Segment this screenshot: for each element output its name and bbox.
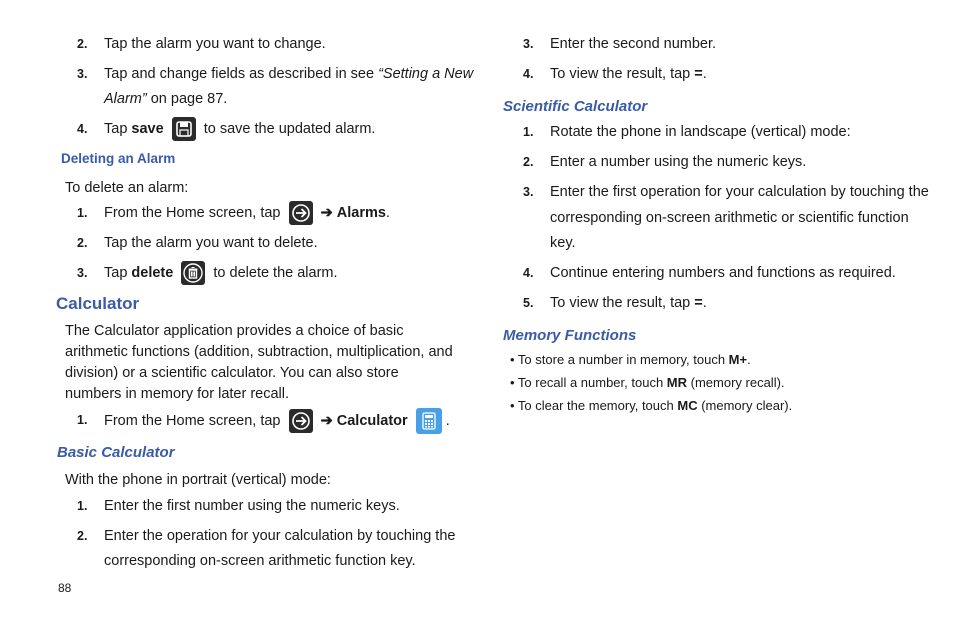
cross-ref-part1: “Setting a New [378,66,474,82]
mr-key: MR [666,375,688,390]
step-number: 1. [77,413,88,427]
step-number: 2. [523,155,534,169]
step-text: Tap the alarm you want to delete. [104,235,318,251]
basic-intro: With the phone in portrait (vertical) mode: [65,472,331,488]
delete-intro: To delete an alarm: [65,180,189,196]
step-text: Tap [104,121,132,137]
step-number: 1. [77,206,88,220]
step-number: 2. [77,37,88,51]
step-text: Tap and change fields as described in see [104,66,379,82]
delete-label: delete [131,265,174,281]
step-text: To view the result, tap [550,66,695,82]
save-icon [172,117,196,141]
step-number: 1. [77,499,88,513]
calculator-paragraph: The Calculator application provides a choice of basic arithmetic functions (addition, subtraction, multiplication, and division) or a scientific calculator. You can also store numbers in memory for later recall. [65,323,453,402]
step-text: Enter the first number using the numeric keys. [104,498,400,514]
equals-key: = [694,295,703,311]
step-number: 4. [77,122,88,136]
step-number: 4. [523,67,534,81]
memory-functions-heading: Memory Functions [503,327,637,344]
step-number: 4. [523,266,534,280]
deleting-alarm-heading: Deleting an Alarm [61,151,176,166]
page-number: 88 [58,581,72,595]
cross-ref-part2: Alarm” [104,91,147,107]
step-text: Tap [104,265,132,281]
step-text-post: to save the updated alarm. [199,121,376,137]
step-text: Continue entering numbers and functions as required. [550,265,896,281]
step-text: Tap the alarm you want to change. [104,36,326,52]
list-item: • To store a number in memory, touch M+. [510,352,751,367]
equals-key: = [694,66,703,82]
step-number: 3. [77,266,88,280]
step-text: From the Home screen, tap [104,412,281,429]
step-number: 3. [523,185,534,199]
calculator-heading: Calculator [56,294,140,313]
save-label: save [131,121,164,137]
list-item: • To recall a number, touch MR (memory recall). [510,375,785,390]
step-text-line2: corresponding on-screen arithmetic or scientific function [550,210,909,226]
step-text: From the Home screen, tap [104,205,281,221]
arrow-glyph: ➔ [320,205,333,221]
step-number: 2. [77,236,88,250]
arrow-glyph: ➔ [320,412,333,429]
step-number: 3. [77,67,88,81]
calculator-icon [416,408,442,434]
m-plus-key: M+ [728,352,748,367]
step-text: Enter the second number. [550,36,717,52]
step-number: 5. [523,296,534,310]
step-number: 3. [523,37,534,51]
alarms-label: Alarms [336,205,386,221]
arrow-circle-icon [289,409,313,433]
basic-calculator-heading: Basic Calculator [57,444,175,461]
step-text-line3: key. [550,235,576,251]
list-item: • To clear the memory, touch MC (memory clear). [510,398,793,413]
step-text: Enter a number using the numeric keys. [550,154,807,170]
step-number: 1. [523,125,534,139]
step-text-line1: Enter the operation for your calculation by touching the [104,528,456,544]
trash-icon [181,261,205,285]
mc-key: MC [677,398,698,413]
scientific-calculator-heading: Scientific Calculator [503,98,648,115]
step-text-line1: Enter the first operation for your calculation by touching the [550,184,929,200]
step-text: Rotate the phone in landscape (vertical) mode: [550,124,851,140]
arrow-circle-icon [289,201,313,225]
step-number: 2. [77,529,88,543]
step-text-line2: corresponding on-screen arithmetic function key. [104,553,416,569]
calculator-label: Calculator [336,412,408,429]
step-text-post: on page 87. [146,91,228,107]
step-text-post: to delete the alarm. [209,265,338,281]
step-text: To view the result, tap [550,295,695,311]
